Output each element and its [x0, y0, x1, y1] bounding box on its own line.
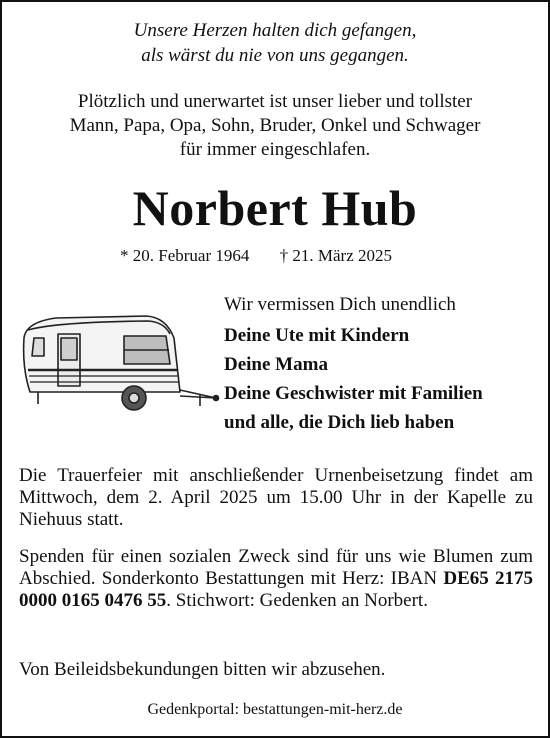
motto	[0, 18, 550, 68]
donation-text	[19, 546, 533, 612]
mourners-lead: Wir vermissen Dich unendlich	[224, 294, 456, 315]
ceremony-text: Die Trauerfeier mit anschließender Urnenbeisetzung findet am Mittwoch, dem 2. April 2025 um 15.00 Uhr in der Kapelle zu Niehuus statt.	[19, 465, 533, 530]
iban-number: DE65 2175 0000 0165 0476 55	[19, 568, 533, 611]
death-date: † 21. März 2025	[279, 246, 392, 265]
intro-line: für immer eingeschlafen.	[179, 139, 371, 160]
intro-text	[0, 90, 550, 162]
mourner-line: und alle, die Dich lieb haben	[224, 412, 455, 433]
intro-line: Plötzlich und unerwartet ist unser lieber und tollster	[77, 91, 473, 112]
intro-line: Mann, Papa, Opa, Sohn, Bruder, Onkel und Schwager	[69, 115, 481, 136]
mourner-line: Deine Mama	[224, 354, 328, 375]
motto-line: als wärst du nie von uns gegangen.	[141, 45, 409, 66]
donation-text-after: . Stichwort: Gedenken an Norbert.	[166, 590, 428, 611]
life-dates	[120, 245, 392, 267]
deceased-name: Norbert Hub	[132, 180, 418, 236]
birth-date: * 20. Februar 1964	[120, 246, 250, 265]
mourners-block	[224, 290, 483, 437]
condolence-text: Von Beileidsbekundungen bitten wir abzusehen.	[19, 659, 386, 680]
donation-text-before: Spenden für einen sozialen Zweck sind für uns wie Blumen zum Abschied. Sonderkonto Bestattungen mit Herz: IBAN	[19, 546, 533, 589]
caravan-illustration-icon	[16, 308, 221, 418]
motto-line: Unsere Herzen halten dich gefangen,	[133, 20, 417, 41]
mourner-line: Deine Ute mit Kindern	[224, 325, 410, 346]
mourner-line: Deine Geschwister mit Familien	[224, 383, 483, 404]
memorial-portal-link: Gedenkportal: bestattungen-mit-herz.de	[147, 701, 403, 718]
